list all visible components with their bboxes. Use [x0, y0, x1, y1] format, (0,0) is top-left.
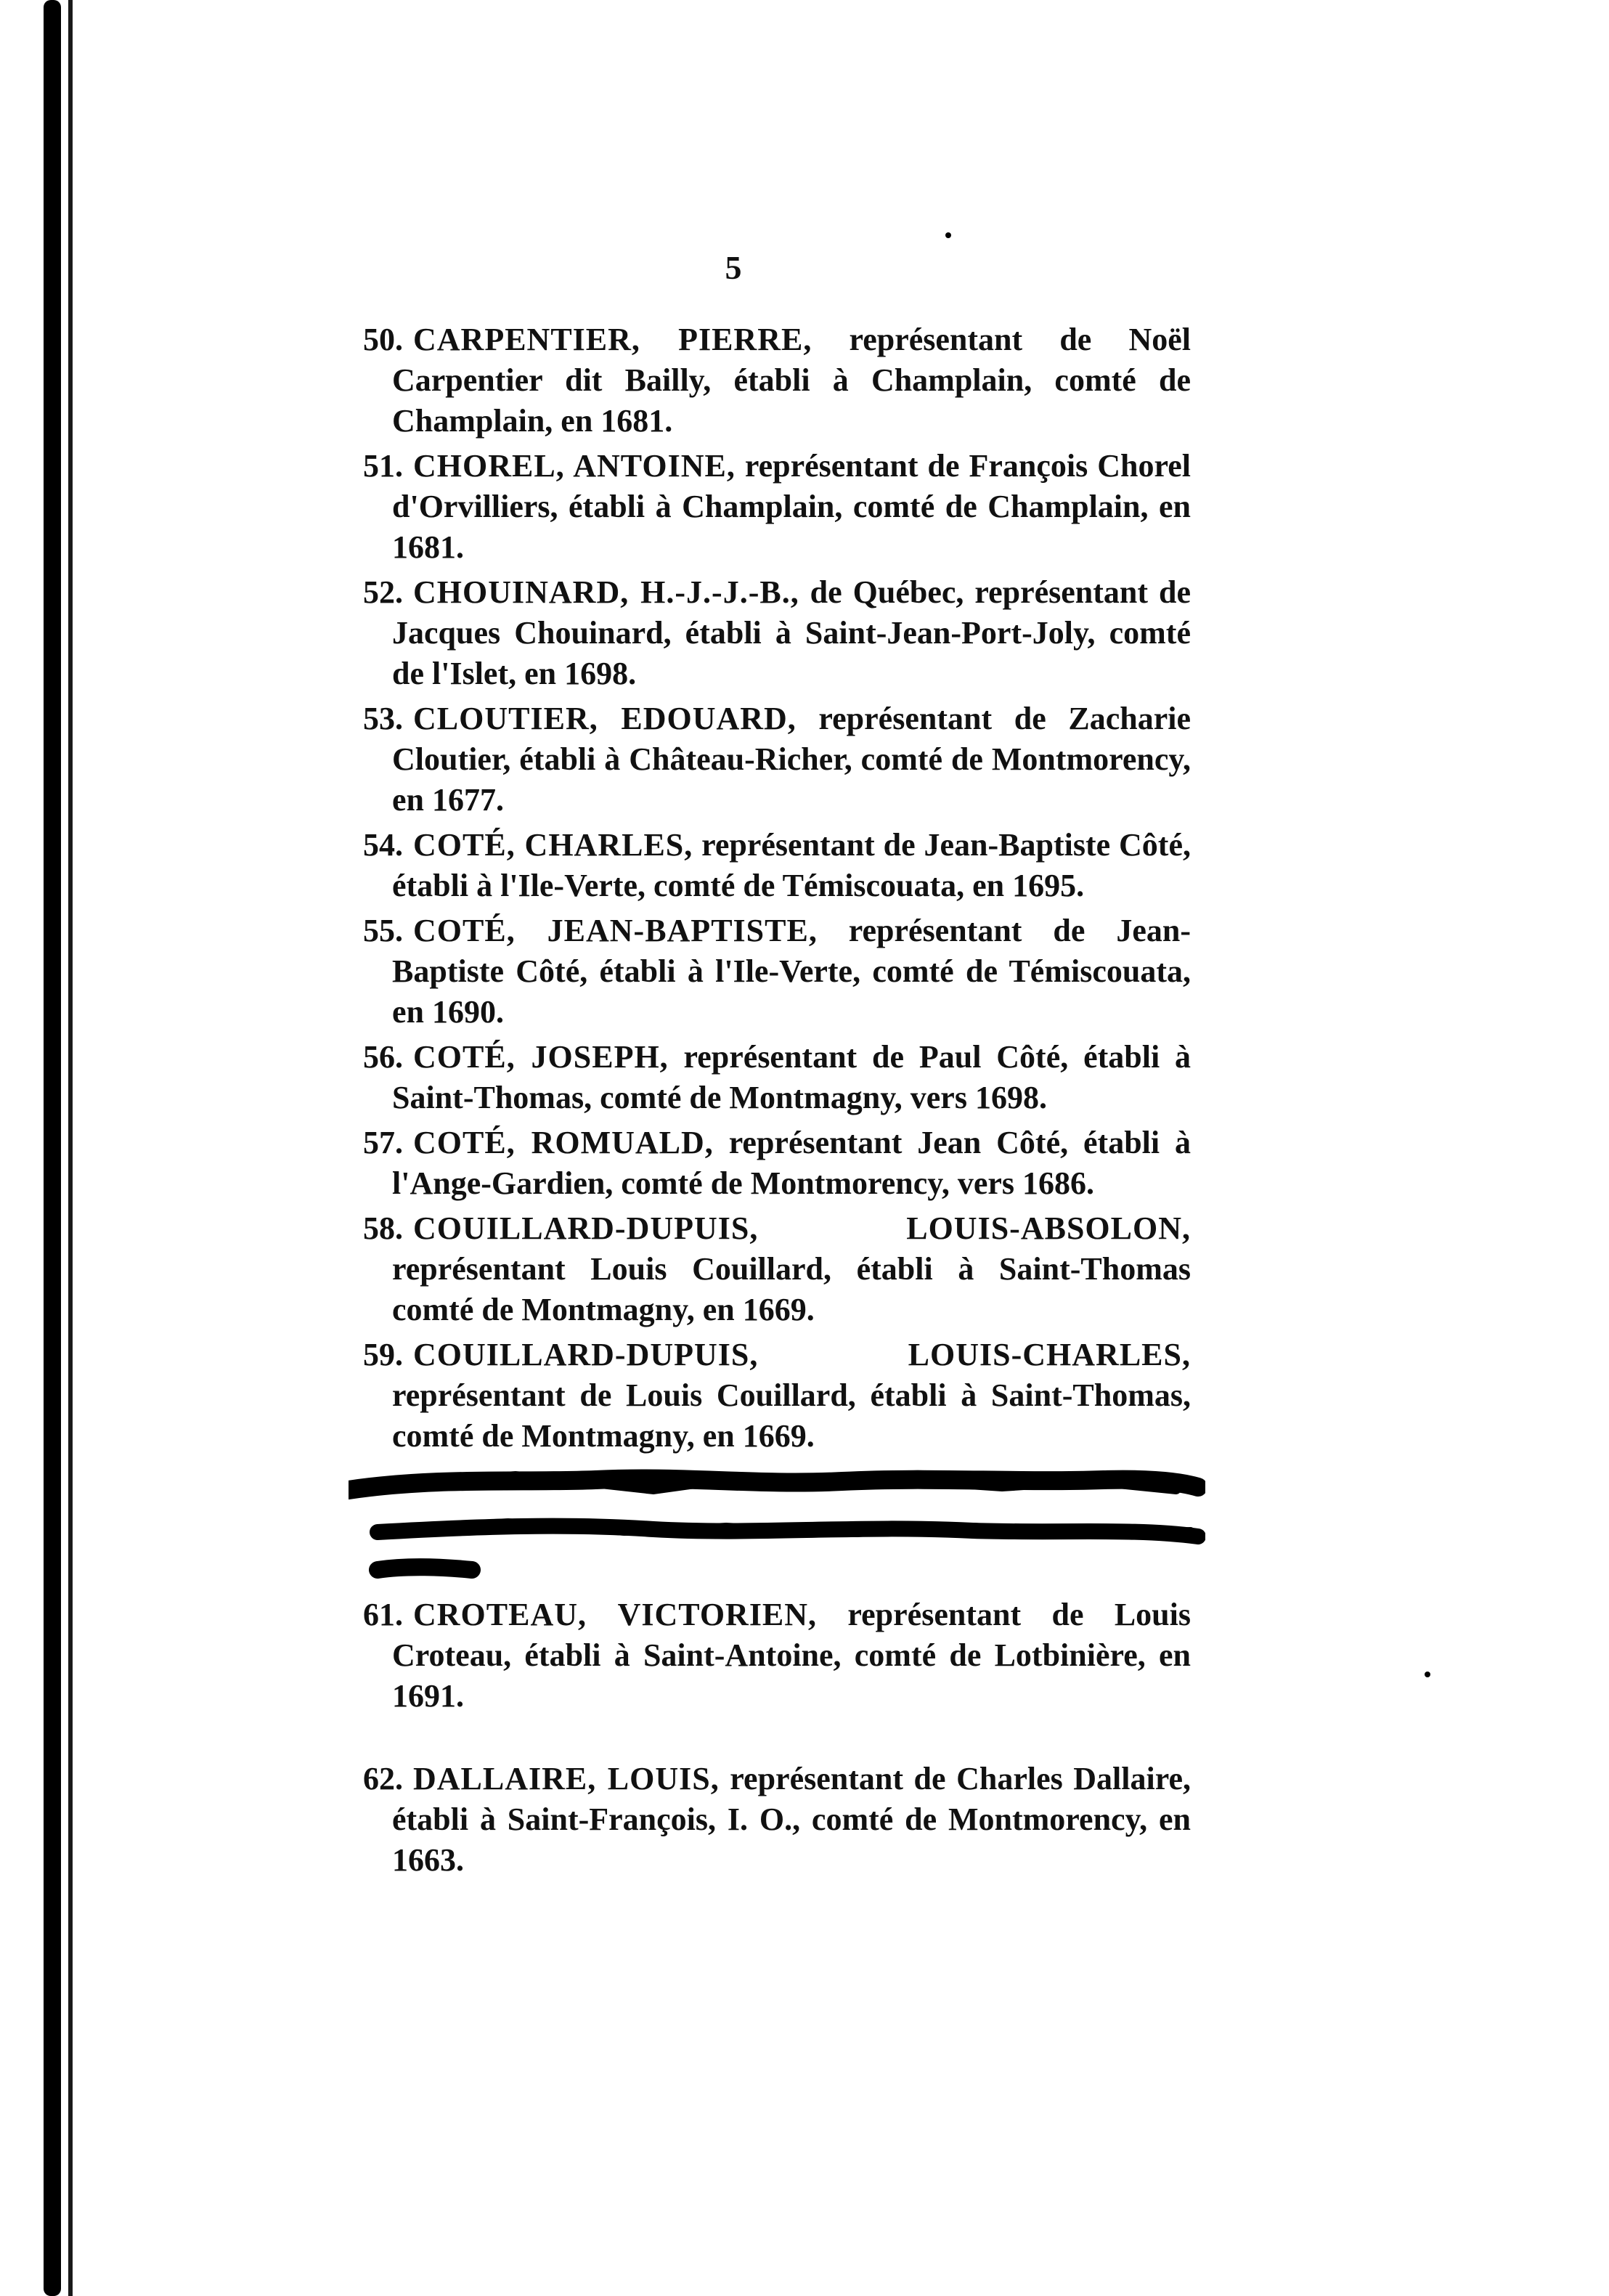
- entry-name: COUILLARD-DUPUIS, LOUIS-CHARLES,: [413, 1337, 1191, 1372]
- entry-text: représentant de Jean-Baptiste Côté, établi à l'Ile-Verte, comté de Témiscouata, en 1695.: [392, 827, 1191, 903]
- entry-number: 50.: [363, 322, 403, 357]
- entry-59: [363, 1335, 1191, 1457]
- entry-number: 58.: [363, 1210, 403, 1246]
- struck-out-entry-60: [363, 1461, 1191, 1589]
- entry-number: 62.: [363, 1761, 403, 1796]
- entry-text: représentant de Zacharie Cloutier, établi à Château-Richer, comté de Montmorency, en 1677.: [392, 701, 1191, 818]
- entry-text: représentant Louis Couillard, établi à Saint-Thomas comté de Montmagny, en 1669.: [392, 1251, 1191, 1327]
- entry-text: représentant de Noël Carpentier dit Bailly, établi à Champlain, comté de Champlain, en 1681.: [392, 322, 1191, 439]
- entry-text: représentant Jean Côté, établi à l'Ange-Gardien, comté de Montmorency, vers 1686.: [392, 1125, 1191, 1201]
- entry-52: [363, 572, 1191, 694]
- entry-name: CROTEAU, VICTORIEN,: [413, 1597, 818, 1632]
- entry-51: [363, 446, 1191, 568]
- entry-57: [363, 1123, 1191, 1204]
- entry-number: 57.: [363, 1125, 403, 1160]
- binding-edge-line: [68, 0, 73, 2296]
- entry-54: [363, 825, 1191, 906]
- entry-55: [363, 911, 1191, 1033]
- entry-56: [363, 1037, 1191, 1118]
- entry-number: 51.: [363, 448, 403, 484]
- entry-name: COTÉ, JEAN-BAPTISTE,: [413, 913, 818, 948]
- entry-number: 61.: [363, 1597, 403, 1632]
- entry-62: [363, 1759, 1191, 1881]
- entry-name: COTÉ, ROMUALD,: [413, 1125, 714, 1160]
- entry-58: [363, 1208, 1191, 1330]
- entry-name: COTÉ, CHARLES,: [413, 827, 693, 863]
- entry-text: représentant de Paul Côté, établi à Saint-Thomas, comté de Montmagny, vers 1698.: [392, 1039, 1192, 1115]
- entry-text: représentant de Charles Dallaire, établi à Saint-François, I. O., comté de Montmorency, en 1663.: [392, 1761, 1191, 1878]
- entry-number: 55.: [363, 913, 403, 948]
- entry-name: CHOUINARD, H.-J.-J.-B.,: [413, 574, 799, 610]
- entry-number: 52.: [363, 574, 403, 610]
- entry-61: [363, 1595, 1191, 1717]
- entry-name: CLOUTIER, EDOUARD,: [413, 701, 797, 736]
- entry-number: 53.: [363, 701, 403, 736]
- entry-text: de Québec, représentant de Jacques Chouinard, établi à Saint-Jean-Port-Joly, comté de l'Islet, en 1698.: [392, 574, 1191, 691]
- entry-name: DALLAIRE, LOUIS,: [413, 1761, 720, 1796]
- entry-name: COUILLARD-DUPUIS, LOUIS-ABSOLON,: [413, 1210, 1191, 1246]
- entry-text: représentant de Jean-Baptiste Côté, établi à l'Ile-Verte, comté de Témiscouata, en 1690.: [392, 913, 1191, 1030]
- entry-50: [363, 319, 1191, 441]
- entry-text: représentant de François Chorel d'Orvilliers, établi à Champlain, comté de Champlain, en 1681.: [392, 448, 1191, 565]
- ink-speck: [1425, 1672, 1430, 1677]
- page-number: 5: [725, 249, 742, 286]
- entry-name: COTÉ, JOSEPH,: [413, 1039, 669, 1075]
- binding-edge: [44, 0, 61, 2296]
- ink-strikethrough: [349, 1461, 1205, 1589]
- entry-number: 59.: [363, 1337, 403, 1372]
- entry-text: représentant de Louis Couillard, établi à Saint-Thomas, comté de Montmagny, en 1669.: [392, 1377, 1191, 1454]
- entry-53: [363, 699, 1191, 821]
- ink-speck: [945, 232, 951, 238]
- entry-name: CHOREL, ANTOINE,: [413, 448, 736, 484]
- entry-name: CARPENTIER, PIERRE,: [413, 322, 812, 357]
- entry-text: représentant de Louis Croteau, établi à Saint-Antoine, comté de Lotbinière, en 1691.: [392, 1597, 1191, 1714]
- entry-list: [363, 319, 1191, 1885]
- entry-number: 56.: [363, 1039, 403, 1075]
- entry-number: 54.: [363, 827, 403, 863]
